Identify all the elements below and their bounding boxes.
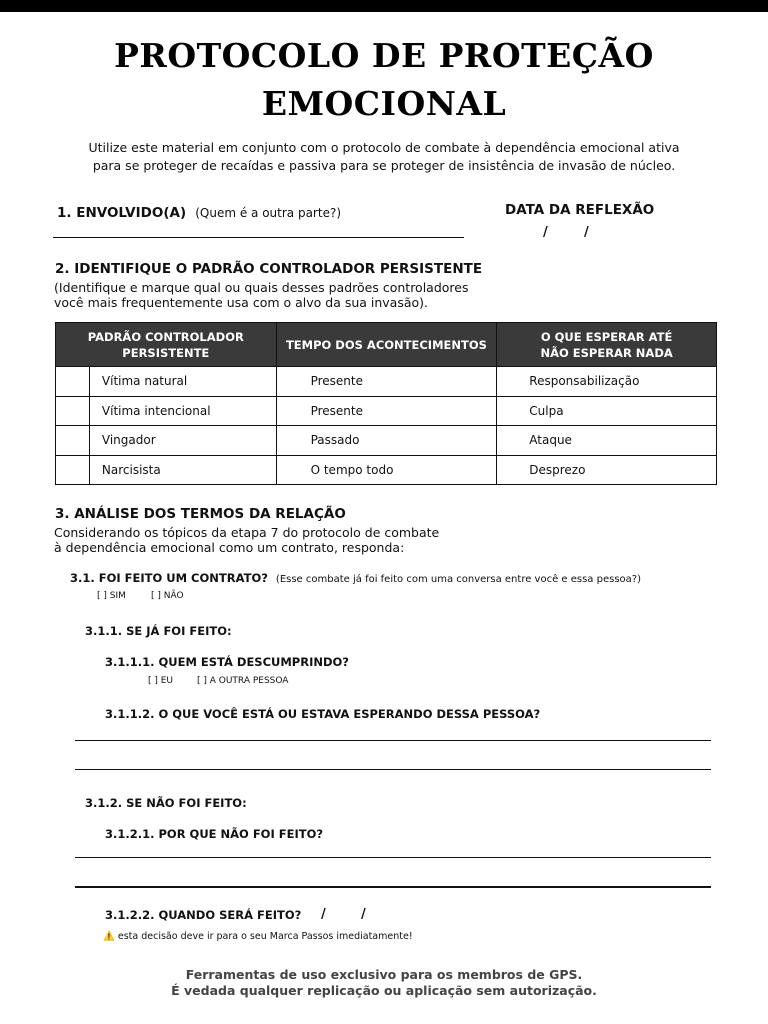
time-cell: Presente: [276, 396, 497, 426]
question-3-1-2-2: 3.1.2.2. QUANDO SERÁ FEITO?: [105, 908, 302, 922]
section-1-heading: [57, 202, 341, 221]
answer-line[interactable]: [75, 769, 711, 770]
expect-cell: Responsabilização: [497, 367, 717, 397]
pattern-cell: Vítima intencional: [89, 396, 276, 426]
header-pattern: PADRÃO CONTROLADOR PERSISTENTE: [56, 323, 277, 367]
section-2-description: [54, 280, 468, 310]
pattern-checkbox[interactable]: [56, 367, 90, 397]
controller-pattern-table: [55, 322, 717, 485]
time-cell: Presente: [276, 367, 497, 397]
date-separator: /: [543, 225, 548, 240]
section-2-desc-line-1: (Identifique e marque qual ou quais desses padrões controladores: [54, 280, 469, 295]
option-yes[interactable]: [ ] SIM: [97, 591, 126, 601]
answer-line[interactable]: [75, 740, 711, 741]
section-1-hint: (Quem é a outra parte?): [195, 206, 341, 220]
pattern-cell: Vingador: [89, 426, 276, 456]
table-row: [56, 426, 717, 456]
time-cell: Passado: [276, 426, 497, 456]
warning-note: [103, 931, 413, 942]
footer-line-1: Ferramentas de uso exclusivo para os membros de GPS.: [185, 967, 583, 982]
section-3-desc-line-2: à dependência emocional como um contrato, responda:: [54, 540, 405, 555]
date-separator: /: [321, 907, 326, 922]
question-3-1-1: 3.1.1. SE JÁ FOI FEITO:: [85, 624, 232, 638]
option-other-person[interactable]: [ ] A OUTRA PESSOA: [197, 676, 289, 686]
answer-line[interactable]: [75, 886, 711, 888]
pattern-cell: Vítima natural: [89, 367, 276, 397]
reflection-date-label: DATA DA REFLEXÃO: [505, 202, 655, 218]
date-separator: /: [361, 907, 366, 922]
warning-text: esta decisão deve ir para o seu Marca Passos imediatamente!: [117, 931, 413, 942]
intro-line-2: para se proteger de recaídas e passiva para se proteger de insistência de invasão de núcleo.: [92, 158, 676, 173]
question-3-1-1-1: 3.1.1.1. QUEM ESTÁ DESCUMPRINDO?: [105, 655, 349, 669]
warning-icon: ⚠️: [103, 931, 115, 942]
pattern-cell: Narcisista: [89, 455, 276, 485]
expect-cell: Ataque: [497, 426, 717, 456]
question-3-1-2: 3.1.2. SE NÃO FOI FEITO:: [85, 796, 247, 810]
section-3-title: 3. ANÁLISE DOS TERMOS DA RELAÇÃO: [55, 506, 346, 522]
question-3-1-2-1: 3.1.2.1. POR QUE NÃO FOI FEITO?: [105, 827, 324, 841]
pattern-checkbox[interactable]: [56, 426, 90, 456]
page-title-line-1: PROTOCOLO DE PROTEÇÃO: [114, 36, 654, 75]
section-2-desc-line-2: você mais frequentemente usa com o alvo da sua invasão).: [54, 295, 429, 310]
intro-line-1: Utilize este material em conjunto com o protocolo de combate à dependência emocional ativa: [88, 140, 680, 155]
intro-text: [60, 139, 708, 175]
time-cell: O tempo todo: [276, 455, 497, 485]
expect-cell: Desprezo: [497, 455, 717, 485]
table-header-row: [56, 323, 717, 367]
section-3-desc-line-1: Considerando os tópicos da etapa 7 do protocolo de combate: [54, 525, 440, 540]
section-1-title: 1. ENVOLVIDO(A): [57, 205, 187, 221]
answer-line[interactable]: [75, 857, 711, 858]
pattern-checkbox[interactable]: [56, 455, 90, 485]
footer-line-2: É vedada qualquer replicação ou aplicação sem autorização.: [171, 983, 597, 998]
option-me[interactable]: [ ] EU: [148, 676, 174, 686]
question-3-1: [70, 571, 641, 585]
table-row: [56, 367, 717, 397]
top-bar: [0, 0, 768, 12]
question-3-1-1-2: 3.1.1.2. O QUE VOCÊ ESTÁ OU ESTAVA ESPERANDO DESSA PESSOA?: [105, 707, 541, 721]
section-2-title: 2. IDENTIFIQUE O PADRÃO CONTROLADOR PERSISTENTE: [55, 261, 483, 277]
header-expect: O QUE ESPERAR ATÉ NÃO ESPERAR NADA: [497, 323, 717, 367]
page-title-line-2: EMOCIONAL: [261, 84, 507, 123]
section-3-description: [54, 525, 439, 555]
footer: [0, 967, 768, 999]
pattern-checkbox[interactable]: [56, 396, 90, 426]
date-separator: /: [584, 225, 589, 240]
table-row: [56, 396, 717, 426]
option-no[interactable]: [ ] NÃO: [151, 591, 184, 601]
expect-cell: Culpa: [497, 396, 717, 426]
table-row: [56, 455, 717, 485]
header-time: TEMPO DOS ACONTECIMENTOS: [276, 323, 497, 367]
involved-input-line[interactable]: [53, 237, 464, 238]
question-3-1-hint: (Esse combate já foi feito com uma conversa entre você e essa pessoa?): [275, 574, 641, 585]
question-3-1-label: 3.1. FOI FEITO UM CONTRATO?: [70, 571, 268, 585]
